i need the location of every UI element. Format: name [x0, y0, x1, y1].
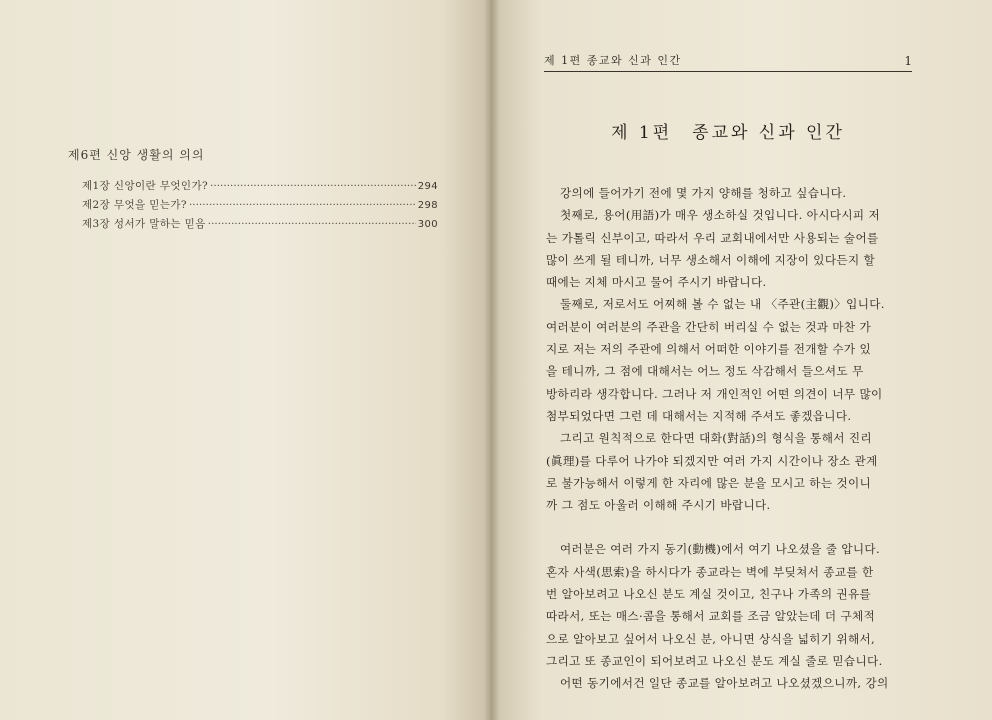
toc-item-page: 298	[417, 200, 438, 211]
running-head	[544, 52, 912, 72]
toc-item	[82, 196, 438, 215]
section-gap	[546, 516, 914, 538]
text-line: 지로 저는 저의 주관에 의해서 어떠한 이야기를 전개할 수가 있	[546, 342, 872, 357]
text-line: 을 테니까, 그 점에 대해서는 어느 정도 삭감해서 들으셔도 무	[546, 364, 864, 379]
text-line: 으로 알아보고 싶어서 나오신 분, 아니면 상식을 넓히기 위해서,	[546, 631, 876, 646]
text-line: 방하리라 생각합니다. 그러나 저 개인적인 어떤 의견이 너무 많이	[546, 386, 883, 401]
toc-part-title: 제6편 신앙 생활의 의의	[68, 148, 205, 162]
section-2	[546, 538, 914, 694]
toc-item-page: 294	[417, 181, 438, 192]
toc-item-page: 300	[417, 219, 438, 230]
toc-item-title: 제1장 신앙이란 무엇인가?	[82, 180, 209, 192]
text-line: 그리고 원칙적으로 한다면 대화(對話)의 형식을 통해서 진리	[560, 431, 872, 446]
toc-leader-dots	[189, 196, 416, 215]
text-line: 강의에 들어가기 전에 몇 가지 양해를 청하고 싶습니다.	[560, 186, 847, 200]
toc-leader-dots	[208, 215, 416, 234]
text-line: 따라서, 또는 매스·콤을 통해서 교회를 조금 알았는데 더 구체적	[546, 609, 876, 624]
text-line: 어떤 동기에서건 일단 종교를 알아보려고 나오셨겠으니까, 강의	[560, 676, 889, 691]
toc-item-title: 제3장 성서가 말하는 믿음	[82, 218, 206, 230]
text-line: 여러분은 여러 가지 동기(動機)에서 여기 나오셨을 줄 압니다.	[560, 542, 881, 557]
text-line: (眞理)를 다루어 나가야 되겠지만 여러 가지 시간이나 장소 관계	[546, 453, 878, 468]
chapter-heading: 제 1편 종교와 신과 인간	[611, 123, 845, 143]
text-line: 로 불가능해서 이렇게 한 자리에 많은 분을 모시고 하는 것이니	[546, 475, 872, 490]
text-line: 때에는 지체 마시고 물어 주시기 바랍니다.	[546, 275, 767, 290]
text-line: 그리고 또 종교인이 되어보려고 나오신 분도 계실 줄로 믿습니다.	[546, 653, 883, 668]
text-line: 둘째로, 저로서도 어찌해 볼 수 없는 내 〈주관(主觀)〉입니다.	[560, 297, 885, 312]
table-of-contents	[68, 146, 438, 234]
text-line: 첫째로, 용어(用語)가 매우 생소하실 것입니다. 아시다시피 저	[560, 208, 881, 223]
running-head-title: 제 1편 종교와 신과 인간	[544, 54, 682, 67]
text-line: 여러분이 여러분의 주관을 간단히 버리실 수 없는 것과 마찬 가	[546, 319, 872, 334]
toc-list	[82, 177, 438, 234]
toc-leader-dots	[210, 177, 416, 196]
toc-item	[82, 215, 438, 234]
body-text	[546, 182, 914, 695]
text-line: 첨부되었다면 그런 데 대해서는 지적해 주셔도 좋겠읍니다.	[546, 408, 852, 423]
page-number: 1	[904, 54, 912, 68]
left-page	[0, 0, 492, 720]
text-line: 혼자 사색(思索)을 하시다가 종교라는 벽에 부딪쳐서 종교를 한	[546, 564, 874, 579]
text-line: 까 그 점도 아울러 이해해 주시기 바랍니다.	[546, 498, 771, 513]
text-line: 많이 쓰게 될 테니까, 너무 생소해서 이해에 지장이 있다든지 할	[546, 252, 876, 267]
section-1	[546, 182, 914, 516]
text-line: 는 가톨릭 신부이고, 따라서 우리 교회내에서만 사용되는 술어를	[546, 230, 879, 245]
toc-item-title: 제2장 무엇을 믿는가?	[82, 199, 187, 211]
book-gutter	[484, 0, 500, 720]
text-line: 번 알아보려고 나오신 분도 계실 것이고, 친구나 가족의 권유를	[546, 587, 872, 602]
toc-item	[82, 177, 438, 196]
